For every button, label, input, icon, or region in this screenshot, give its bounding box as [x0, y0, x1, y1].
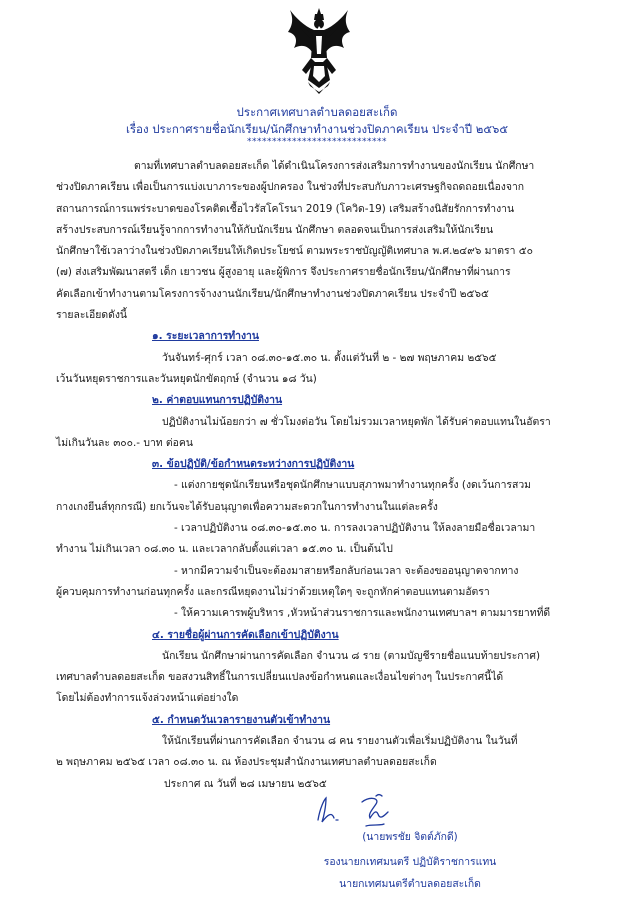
section-line: วันจันทร์-ศุกร์ เวลา ๐๘.๓๐-๑๕.๓๐ น. ตั้งแต่วันที่ ๒ - ๒๗ พฤษภาคม ๒๕๖๕	[162, 351, 497, 364]
section-heading-report-date: ๕. กำหนดวันเวลารายงานตัวเข้าทำงาน	[152, 713, 331, 726]
intro-line: รายละเอียดดังนี้	[56, 309, 128, 322]
announcement-issuer: ประกาศเทศบาลตำบลดอยสะเก็ด	[236, 105, 398, 119]
section-line: ปฏิบัติงานไม่น้อยกว่า ๗ ชั่วโมงต่อวัน โดยไม่รวมเวลาหยุดพัก ได้รับค่าตอบแทนในอัตรา	[162, 415, 551, 428]
section-heading-selected-list: ๔. รายชื่อผู้ผ่านการคัดเลือกเข้าปฏิบัติงาน	[152, 628, 339, 641]
section-line: ทำงาน ไม่เกินเวลา ๐๘.๓๐ น. และเวลากลับตั้งแต่เวลา ๑๕.๓๐ น. เป็นต้นไป	[56, 543, 393, 556]
intro-line: (๗) ส่งเสริมพัฒนาสตรี เด็ก เยาวชน ผู้สูงอายุ และผู้พิการ จึงประกาศรายชื่อนักเรียน/นักศึกษาที่ผ่านการ	[56, 266, 511, 279]
section-line: ไม่เกินวันละ ๓๐๐.- บาท ต่อคน	[56, 436, 193, 449]
star-divider: ****************************	[247, 137, 387, 147]
intro-line: คัดเลือกเข้าทำงานตามโครงการจ้างงานนักเรียน/นักศึกษาทำงานช่วงปิดภาคเรียน ประจำปี ๒๕๖๕	[56, 287, 489, 300]
signer-name: (นายพรชัย จิตต์ภักดี)	[362, 831, 458, 843]
intro-line: ตามที่เทศบาลตำบลดอยสะเก็ด ได้ดำเนินโครงการส่งเสริมการทำงานของนักเรียน นักศึกษา	[134, 160, 535, 172]
section-heading-compensation: ๒. ค่าตอบแทนการปฏิบัติงาน	[152, 394, 283, 407]
intro-line: สถานการณ์การแพร่ระบาดของโรคติดเชื้อไวรัสโคโรนา 2019 (โควิด-19) เสริมสร้างนิสัยรักการทำงาน	[56, 202, 515, 215]
announcement-subject: เรื่อง ประกาศรายชื่อนักเรียน/นักศึกษาทำงานช่วงปิดภาคเรียน ประจำปี ๒๕๖๕	[125, 122, 509, 136]
section-line: โดยไม่ต้องทำการแจ้งล่วงหน้าแต่อย่างใด	[56, 692, 239, 705]
section-line: ผู้ควบคุมการทำงานก่อนทุกครั้ง และกรณีหยุดงานไม่ว่าด้วยเหตุใดๆ จะถูกหักค่าตอบแทนตามอัตรา	[56, 585, 490, 598]
section-line: - ให้ความเคารพผู้บริหาร ,หัวหน้าส่วนราชการและพนักงานเทศบาลฯ ตามมารยาทที่ดี	[174, 607, 551, 620]
section-heading-work-period: ๑. ระยะเวลาการทำงาน	[152, 330, 259, 343]
garuda-emblem-icon	[288, 8, 350, 94]
section-line: นักเรียน นักศึกษาผ่านการคัดเลือก จำนวน ๘ ราย (ตามบัญชีรายชื่อแนบท้ายประกาศ)	[162, 649, 541, 662]
handwritten-signature	[310, 790, 410, 832]
section-line: เว้นวันหยุดราชการและวันหยุดนักขัตฤกษ์ (จำนวน ๑๘ วัน)	[56, 372, 317, 385]
section-line: เทศบาลตำบลดอยสะเก็ด ขอสงวนสิทธิ์ในการเปลี่ยนแปลงข้อกำหนดและเงื่อนไขต่างๆ ในประกาศนี้ได้	[56, 671, 504, 684]
intro-line: นักศึกษาใช้เวลาว่างในช่วงปิดภาคเรียนให้เกิดประโยชน์ ตามพระราชบัญญัติเทศบาล พ.ศ.๒๔๙๖ มาตรา ๕๐	[56, 245, 533, 258]
section-heading-rules: ๓. ข้อปฏิบัติ/ข้อกำหนดระหว่างการปฏิบัติงาน	[152, 458, 355, 471]
announcement-body	[56, 156, 596, 795]
section-line: - แต่งกายชุดนักเรียนหรือชุดนักศึกษาแบบสุภาพมาทำงานทุกครั้ง (งดเว้นการสวม	[174, 479, 532, 492]
section-line: - เวลาปฏิบัติงาน ๐๘.๓๐-๑๕.๓๐ น. การลงเวลาปฏิบัติงาน ให้ลงลายมือชื่อเวลามา	[174, 522, 536, 535]
section-line: - หากมีความจำเป็นจะต้องมาสายหรือกลับก่อนเวลา จะต้องขออนุญาตจากทาง	[174, 564, 519, 577]
signer-position: รองนายกเทศมนตรี ปฏิบัติราชการแทน	[323, 856, 497, 868]
section-line: ๒ พฤษภาคม ๒๕๖๕ เวลา ๐๘.๓๐ น. ณ ห้องประชุมสำนักงานเทศบาลตำบลดอยสะเก็ด	[56, 756, 437, 769]
intro-line: สร้างประสบการณ์เรียนรู้จากการทำงานให้กับนักเรียน นักศึกษา ตลอดจนเป็นการส่งเสริมให้นักเรียน	[56, 223, 494, 236]
intro-line: ช่วงปิดภาคเรียน เพื่อเป็นการแบ่งเบาภาระของผู้ปกครอง ในช่วงที่ประสบกับภาวะเศรษฐกิจถดถอยเนื่องจาก	[56, 181, 525, 194]
section-line: กางเกงยีนส์ทุกกรณี) ยกเว้นจะได้รับอนุญาตเพื่อความสะดวกในการทำงานในแต่ละครั้ง	[56, 500, 438, 513]
signer-office: นายกเทศมนตรีตำบลดอยสะเก็ด	[339, 878, 481, 890]
section-line: ให้นักเรียนที่ผ่านการคัดเลือก จำนวน ๘ คน รายงานตัวเพื่อเริ่มปฏิบัติงาน ในวันที่	[162, 735, 518, 748]
announcement-date: ประกาศ ณ วันที่ ๒๘ เมษายน ๒๕๖๕	[164, 777, 327, 790]
